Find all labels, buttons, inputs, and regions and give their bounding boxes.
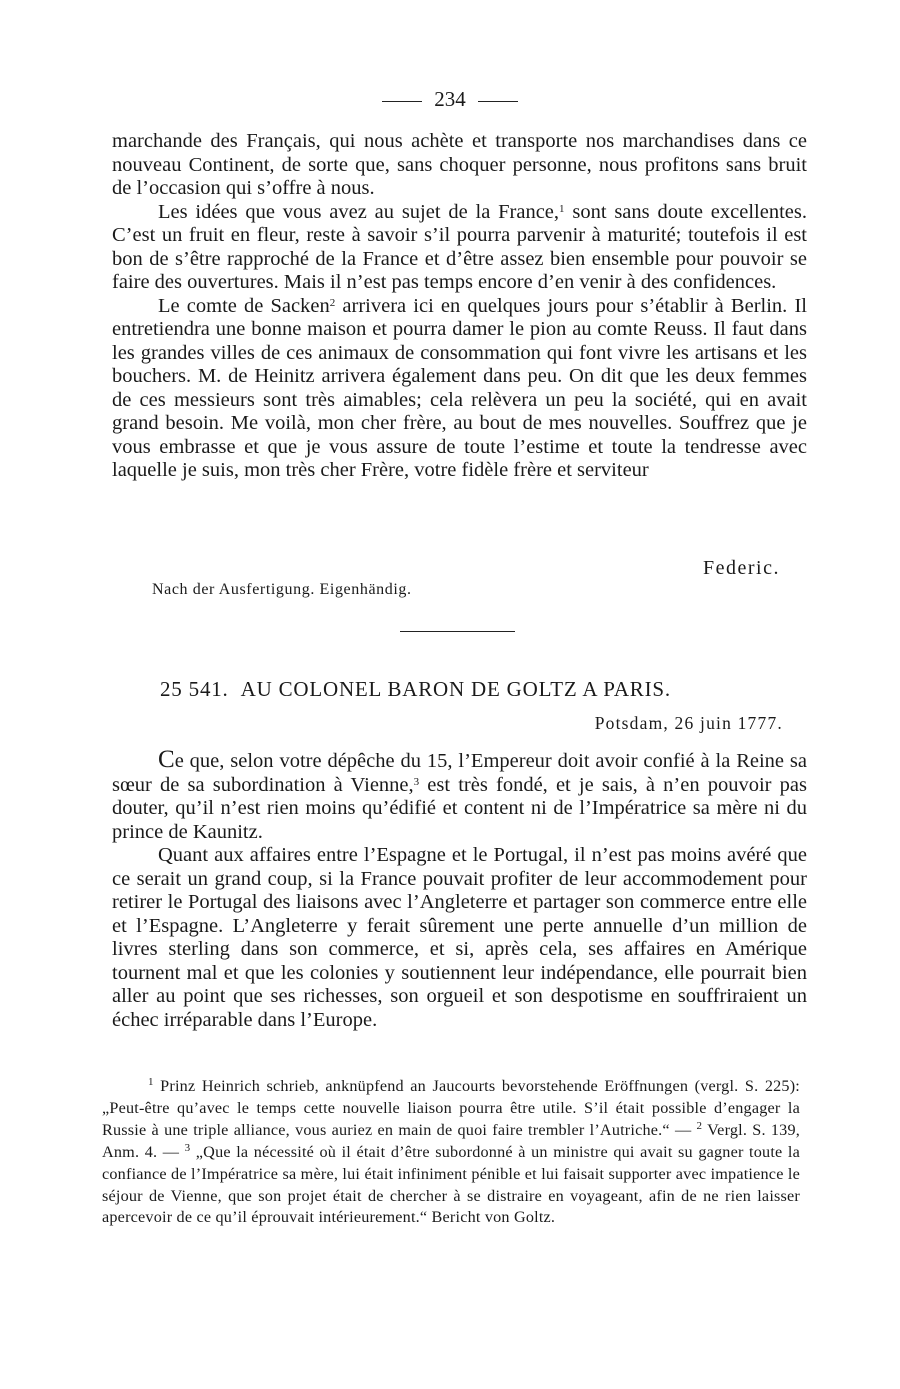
signature: Federic. (703, 557, 780, 579)
footnote-mark: 2 (696, 1119, 703, 1132)
footnote-ref: 1 (559, 202, 565, 215)
header-rule-right (478, 101, 518, 102)
paragraph: Quant aux affaires entre l’Espagne et le Portugal, il n’est pas moins avéré que ce serait un grand coup, si la France pouvait profiter de leur accommodement pour retirer le Portugal des liaisons avec l’Angleterre et partager son commerce entre elle et l’Espagne. L’Angleterre y ferait sûrement une perte annuelle d’un million de livres sterling dans son commerce, et si, après cela, ses affaires en Amérique tournent mal et que les colonies y soutiennent leur indépendance, elle pourrait bien aller au point que ses richesses, son orgueil et son despotisme en souffriraient un échec irréparable dans l’Europe. (112, 844, 807, 1031)
footnote-block: $^1$ Prinz Heinrich schrieb, anknüpfend an Jaucourts bevorstehende Eröffnungen (vergl. S. 225): „Peut-être qu’avec le temps cette nouvelle liaison pourra être utile. S’il était possible d’engager la Russie à une triple alliance, vous auriez en main de quoi faire trembler l’Autriche.“ — $^2$ Vergl. S. 139, Anm. 4. — $^3$ „Que la nécessité où il était d’être subordonné à un ministre qui avait su gagner toute la confiance de l’Impératrice sa mère, lui était infiniment pénible et lui faisait supporter avec impatience le séjour de Vienne, que son projet était de chercher à se distraire en voyageant, afin de ne rien laisser apercevoir de ce qu’il éprouvait intérieurement.“ Bericht von Goltz. (102, 1076, 800, 1227)
initial-letter: C (158, 746, 175, 773)
footnote-mark: 3 (184, 1141, 191, 1154)
dateline: Potsdam, 26 juin 1777. (594, 713, 783, 733)
header-rule-left (382, 101, 422, 102)
footnote-ref: 3 (413, 775, 420, 788)
document-number: 25 541. (160, 677, 229, 701)
footnotes (102, 1076, 800, 1229)
footnote-mark: 1 (148, 1076, 154, 1088)
page-number: 234 (434, 87, 466, 111)
running-header (0, 84, 900, 114)
document-title: AU COLONEL BARON DE GOLTZ A PARIS. (240, 677, 671, 701)
document-heading (160, 675, 800, 703)
section-divider (400, 631, 515, 632)
source-note: Nach der Ausfertigung. Eigenhändig. (152, 581, 412, 598)
letter-body (112, 748, 807, 1032)
footnote-ref: 2 (329, 296, 336, 309)
paragraph: Ce que, selon votre dépêche du 15, l’Empereur doit avoir confié à la Reine sa sœur de sa subordination à Vienne,$^3$ est très fondé, et je sais, à n’en pouvoir pas douter, qu’il n’est rien moins qu’édifié et content ni de l’Impératrice sa mère ni du prince de Kaunitz. (112, 746, 807, 843)
paragraph: Le comte de Sacken$^2$ arrivera ici en quelques jours pour s’établir à Berlin. Il entretiendra une bonne maison et pourra damer le pion au comte Reuss. Il faut dans les grandes villes de ces animaux de consommation qui font vivre les artisans et les bouchers. M. de Heinitz arrivera également dans peu. On dit que les deux femmes de ces messieurs sont très aimables; cela relèvera un peu la société, qui en avait grand besoin. Me voilà, mon cher frère, au bout de mes nouvelles. Souffrez que je vous embrasse et que je vous assure de toute l’estime et toute la tendresse avec laquelle je suis, mon très cher Frère, votre fidèle frère et serviteur (112, 294, 807, 481)
letter-continuation (112, 130, 807, 483)
paragraph: Les idées que vous avez au sujet de la France,$^1$ sont sans doute excellentes. C’est un fruit en fleur, reste à savoir s’il pourra parvenir à maturité; toutefois il est bon de s’être rapproché de la France et d’être assez bien ensemble pour pouvoir se faire des ouvertures. Mais il n’est pas temps encore d’en venir à des confidences. (112, 200, 807, 293)
paragraph: marchande des Français, qui nous achète et transporte nos marchandises dans ce nouveau Continent, de sorte que, sans choquer personne, nous profitons sans bruit de l’occasion qui s’offre à nous. (112, 130, 807, 199)
